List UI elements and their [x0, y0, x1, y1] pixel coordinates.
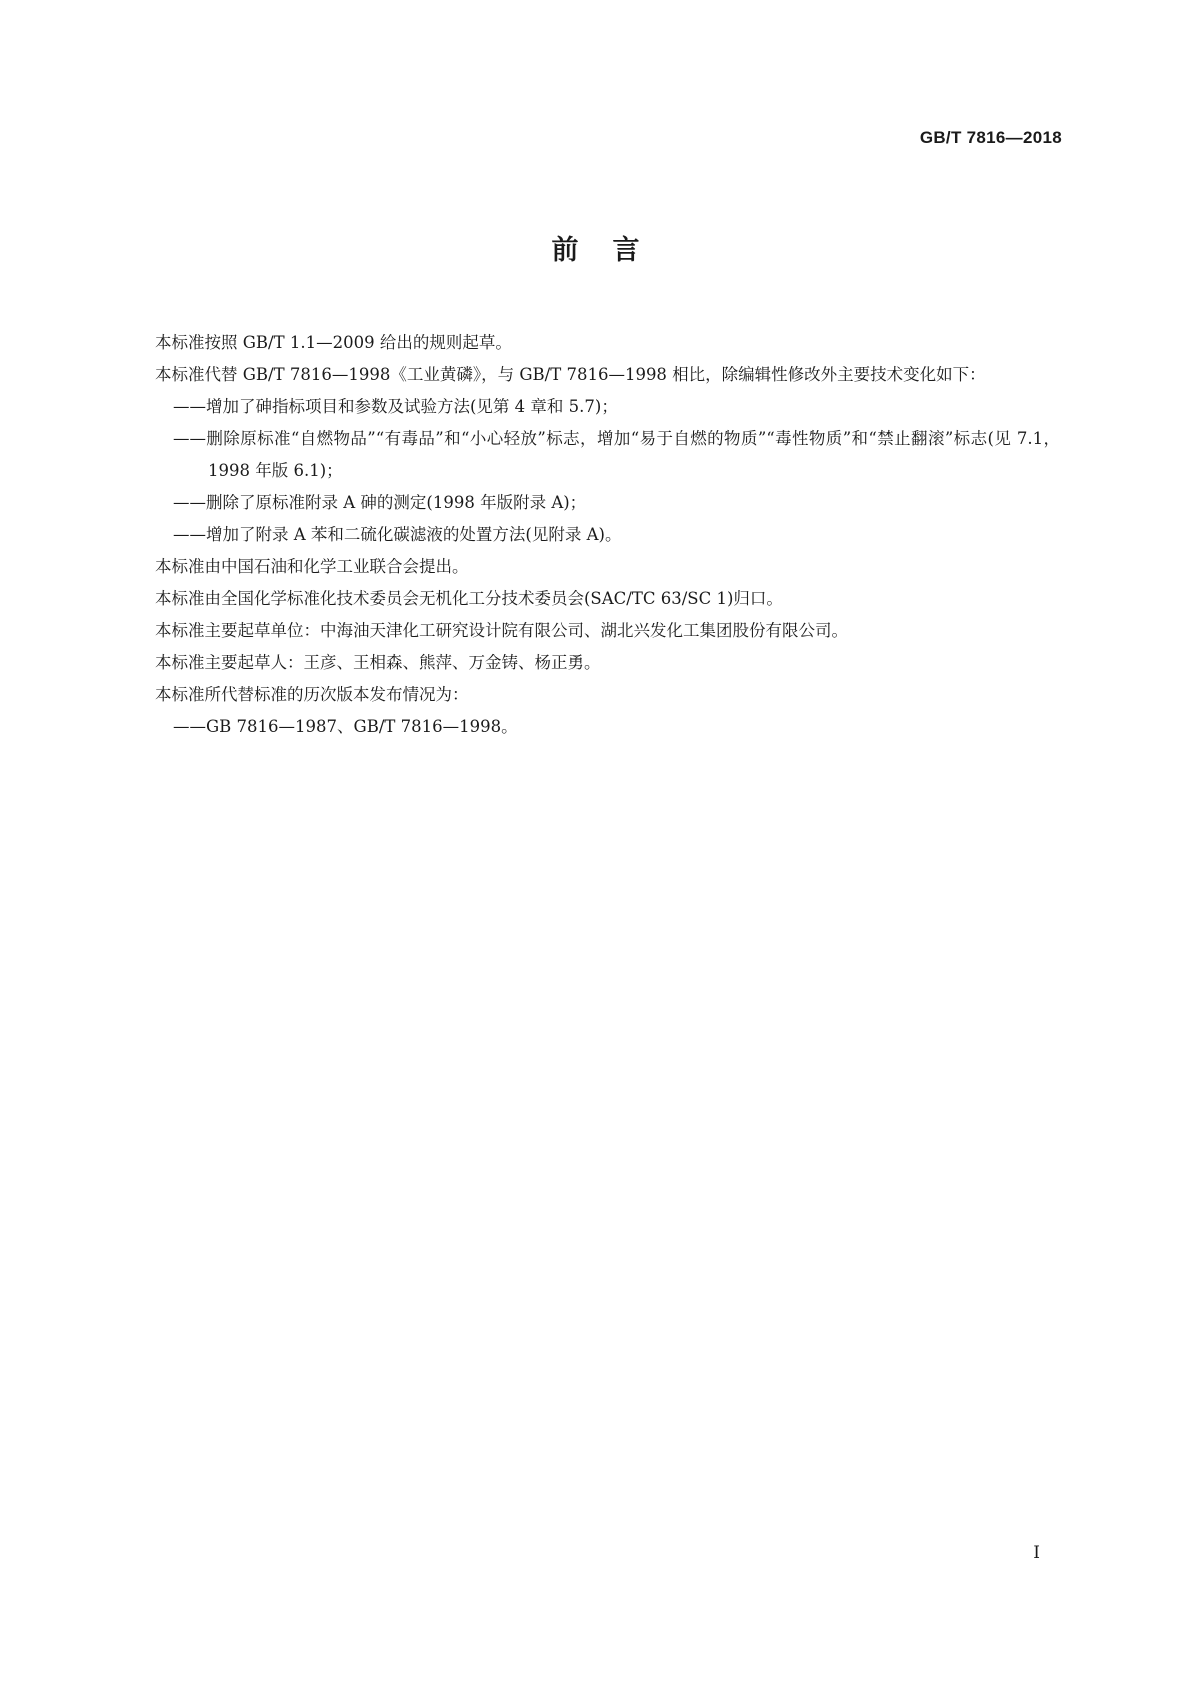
paragraph-version-history: 本标准所代替标准的历次版本发布情况为： [155, 685, 469, 704]
standard-code: GB/T 7816—2018 [919, 128, 1062, 147]
paragraph-drafting-units: 本标准主要起草单位：中海油天津化工研究设计院有限公司、湖北兴发化工集团股份有限公司。 [155, 621, 848, 640]
list-item-change-2: ——删除原标准“自燃物品”“有毒品”和“小心轻放”标志，增加“易于自燃的物质”“毒性物质”和“禁止翻滚”标志(见 7.1，1998 年版 6.1)； [173, 429, 1060, 480]
list-item-change-3: ——删除了原标准附录 A 砷的测定(1998 年版附录 A)； [173, 493, 587, 512]
list-item-change-1: ——增加了砷指标项目和参数及试验方法(见第 4 章和 5.7)； [173, 397, 618, 416]
paragraph-drafters: 本标准主要起草人：王彦、王相森、熊萍、万金铸、杨正勇。 [155, 653, 601, 672]
list-item-history: ——GB 7816—1987、GB/T 7816—1998。 [173, 717, 518, 736]
foreword-body [122, 327, 1060, 743]
paragraph-replacement: 本标准代替 GB/T 7816—1998《工业黄磷》，与 GB/T 7816—1998 相比，除编辑性修改外主要技术变化如下： [155, 365, 986, 384]
paragraph-proposed-by: 本标准由中国石油和化学工业联合会提出。 [155, 557, 469, 576]
paragraph-drafting-rules: 本标准按照 GB/T 1.1—2009 给出的规则起草。 [155, 333, 512, 352]
list-item-change-4: ——增加了附录 A 苯和二硫化碳滤液的处置方法(见附录 A)。 [173, 525, 622, 544]
page-number: I [1033, 1543, 1040, 1563]
paragraph-technical-committee: 本标准由全国化学标准化技术委员会无机化工分技术委员会(SAC/TC 63/SC 1)归口。 [155, 589, 783, 608]
page-title: 前言 [551, 235, 674, 266]
